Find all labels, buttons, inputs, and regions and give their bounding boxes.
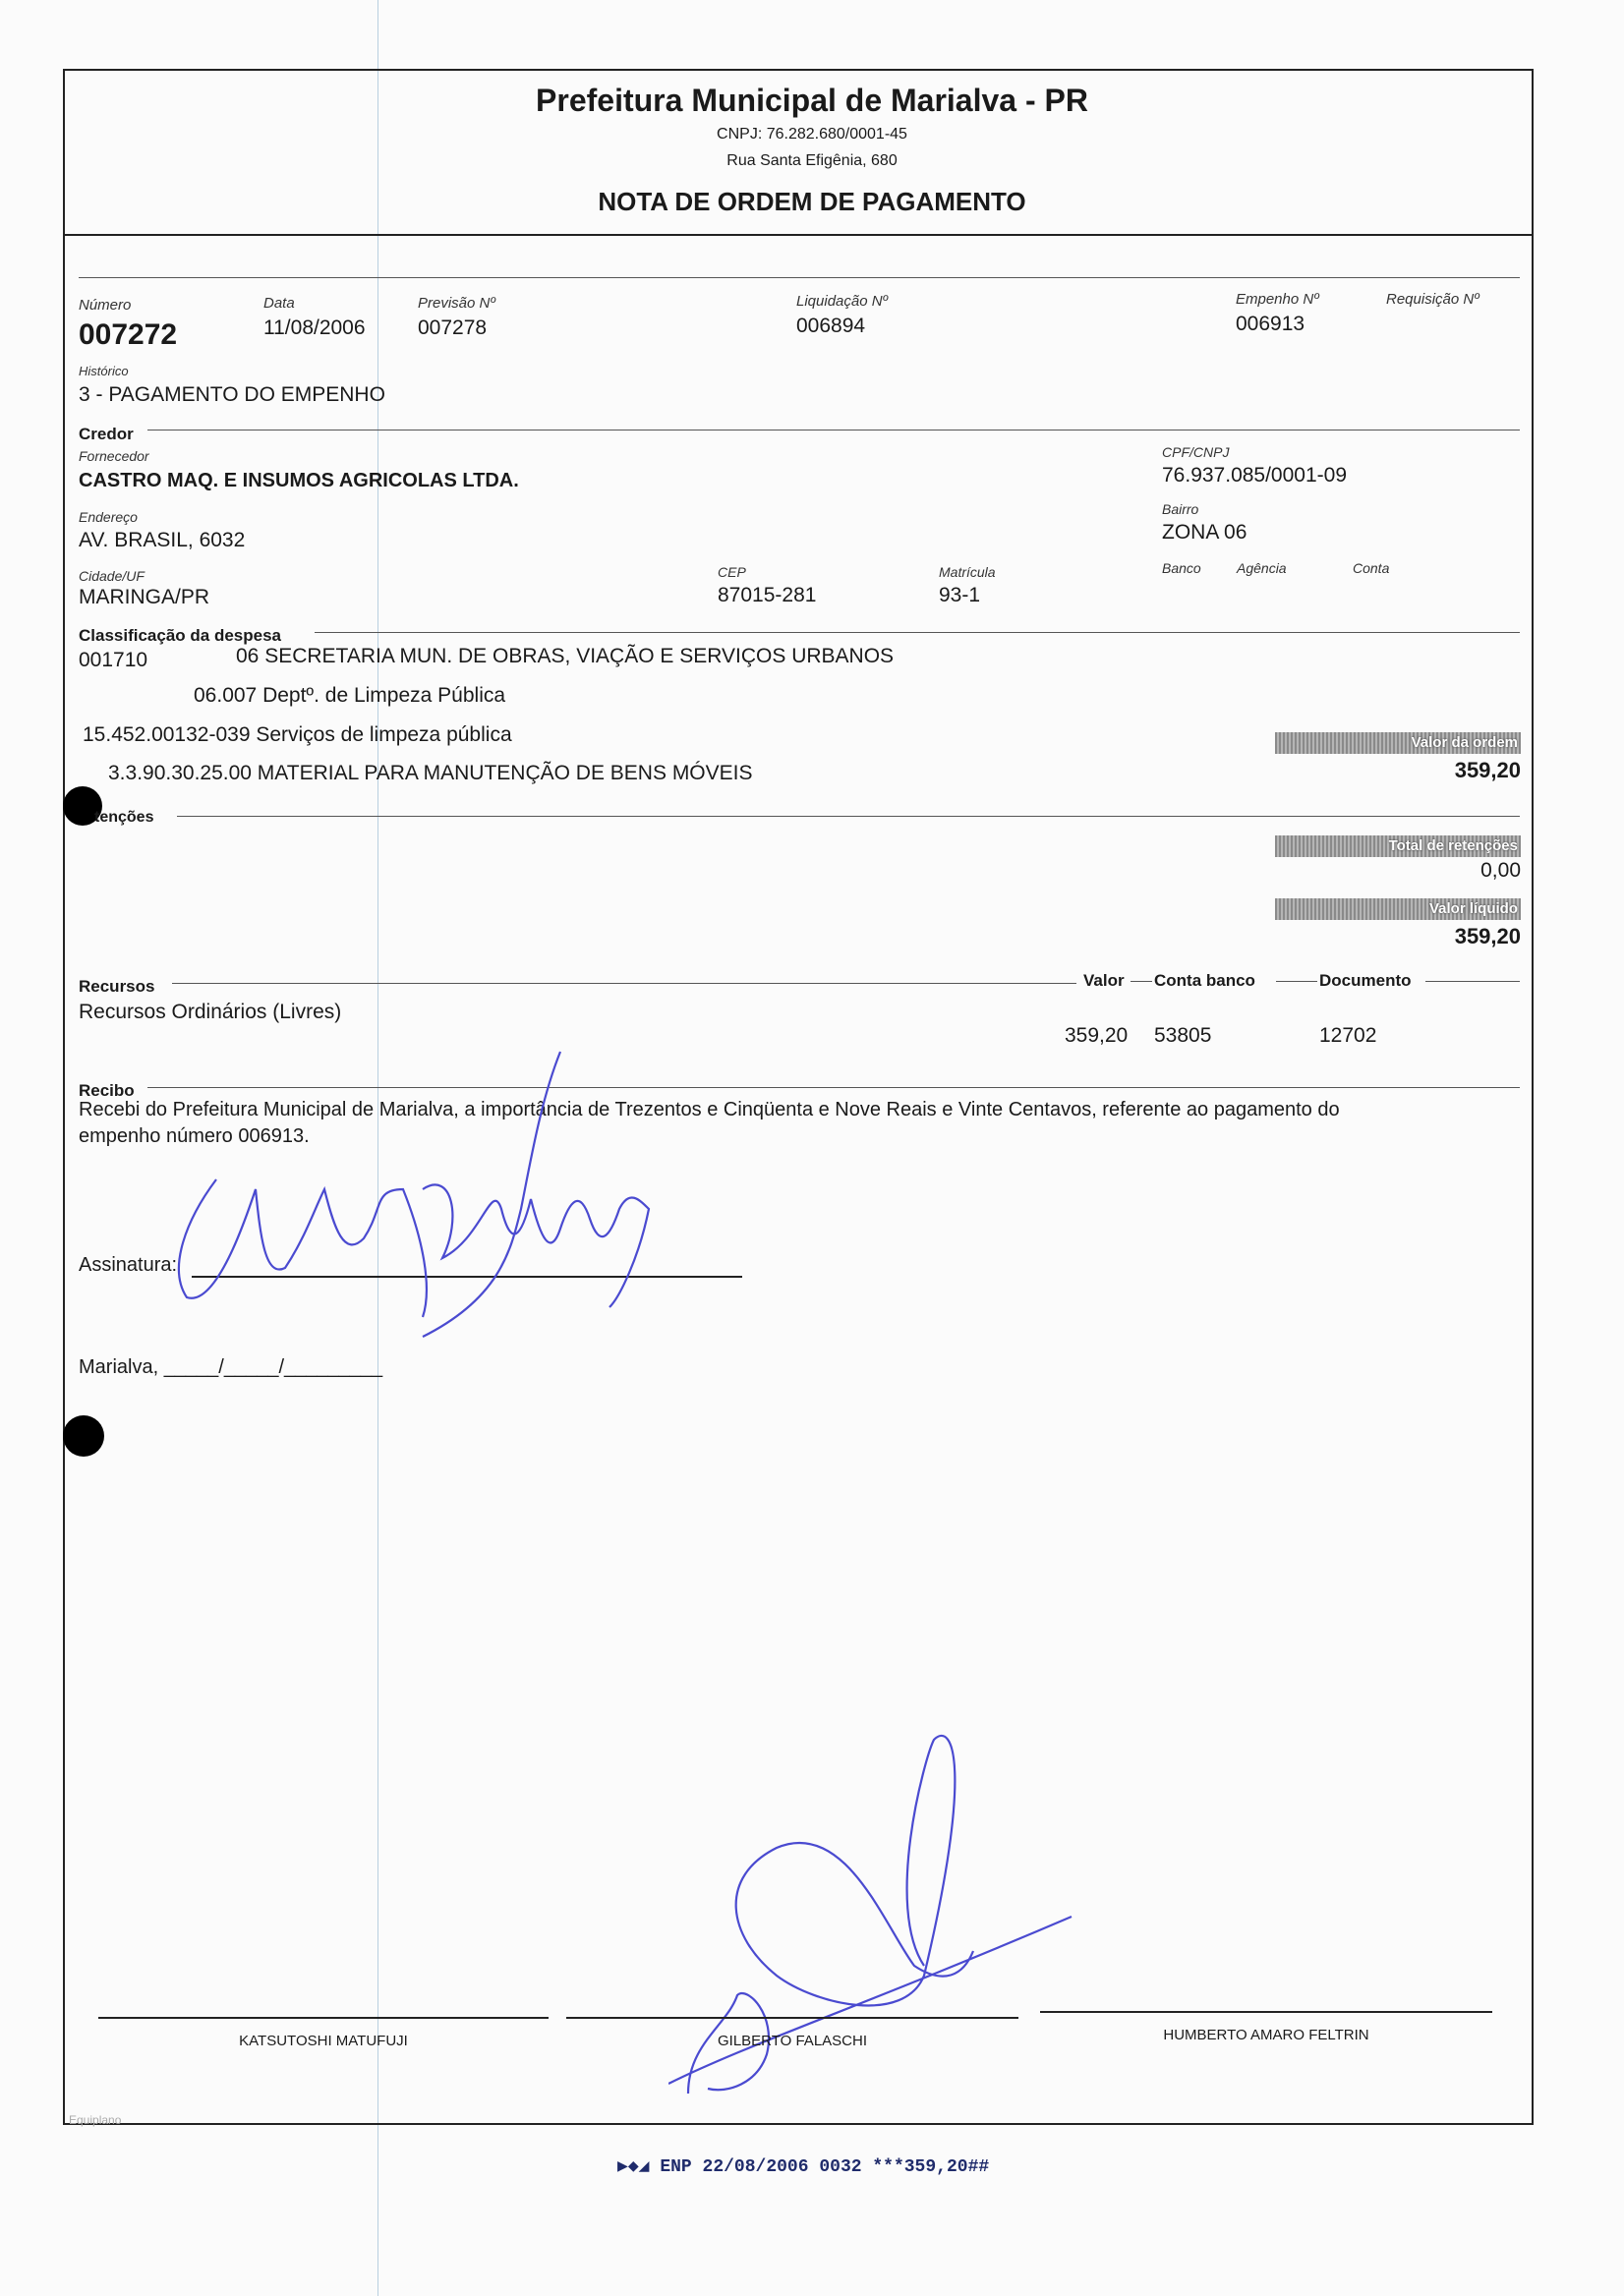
signatory-1: KATSUTOSHI MATUFUJI xyxy=(239,2033,408,2049)
punch-hole xyxy=(63,1415,104,1457)
classificacao-section: Classificação da despesa xyxy=(79,626,282,645)
signature-line-2 xyxy=(566,2017,1018,2019)
valor-liquido-bar xyxy=(1275,898,1521,920)
recursos-div4 xyxy=(1425,981,1520,982)
signature-line-3 xyxy=(1040,2011,1492,2013)
data-value: 11/08/2006 xyxy=(263,316,366,339)
recibo-section: Recibo xyxy=(79,1081,135,1100)
recibo-line1: Recebi do Prefeitura Municipal de Marialva, a importância de Trezentos e Cinqüenta e Nove Reais e Vinte Centavos, referente ao pagamento do xyxy=(79,1099,1340,1120)
banco-label: Banco xyxy=(1162,560,1201,576)
footer-brand: Equiplano xyxy=(69,2113,122,2127)
header-divider xyxy=(63,234,1534,236)
retencoes-section: tenções xyxy=(94,809,154,826)
classificacao-divider xyxy=(315,632,1520,633)
cpf-value: 76.937.085/0001-09 xyxy=(1162,464,1348,487)
matricula-value: 93-1 xyxy=(939,584,981,606)
bank-logo-icon: ▶◆◢ xyxy=(617,2157,661,2177)
total-retencoes-label: Total de retenções xyxy=(1388,837,1518,854)
historico-value: 3 - PAGAMENTO DO EMPENHO xyxy=(79,383,385,406)
bank-stamp xyxy=(617,2155,989,2177)
recursos-div3 xyxy=(1276,981,1317,982)
conta-label: Conta xyxy=(1353,560,1390,576)
endereco-value: AV. BRASIL, 6032 xyxy=(79,529,246,551)
fornecedor-value: CASTRO MAQ. E INSUMOS AGRICOLAS LTDA. xyxy=(79,470,519,491)
cidade-value: MARINGA/PR xyxy=(79,586,210,608)
org-name: Prefeitura Municipal de Marialva - PR xyxy=(536,83,1088,118)
valor-liquido-label: Valor líquido xyxy=(1428,900,1518,917)
recursos-doc: 12702 xyxy=(1319,1024,1377,1047)
org-address: Rua Santa Efigênia, 680 xyxy=(726,152,898,169)
recursos-valor: 359,20 xyxy=(1065,1024,1129,1047)
recursos-valor-label: Valor xyxy=(1083,971,1125,990)
ids-divider xyxy=(79,277,1520,278)
classificacao-code: 001710 xyxy=(79,649,148,671)
numero-label: Número xyxy=(79,297,132,314)
fornecedor-label: Fornecedor xyxy=(79,448,149,464)
empenho-value: 006913 xyxy=(1236,313,1305,335)
bank-stamp-text: ENP 22/08/2006 0032 ***359,20## xyxy=(660,2157,990,2177)
agencia-label: Agência xyxy=(1237,560,1287,576)
cep-label: CEP xyxy=(718,564,746,580)
classificacao-line1: 06 SECRETARIA MUN. DE OBRAS, VIAÇÃO E SERVIÇOS URBANOS xyxy=(236,645,895,667)
total-retencoes-bar xyxy=(1275,835,1521,857)
cidade-label: Cidade/UF xyxy=(79,568,145,584)
liquidacao-label: Liquidação Nº xyxy=(796,293,889,310)
numero-value: 007272 xyxy=(79,318,178,351)
bairro-label: Bairro xyxy=(1162,501,1199,517)
valor-ordem-bar xyxy=(1275,732,1521,754)
assinatura-label: Assinatura: xyxy=(79,1254,178,1276)
previsao-value: 007278 xyxy=(418,316,488,339)
recibo-signature xyxy=(128,1042,777,1356)
signatory-2: GILBERTO FALASCHI xyxy=(718,2033,867,2049)
cpf-label: CPF/CNPJ xyxy=(1162,444,1230,460)
credor-section: Credor xyxy=(79,425,134,443)
classificacao-line4: 3.3.90.30.25.00 MATERIAL PARA MANUTENÇÃO DE BENS MÓVEIS xyxy=(108,762,753,784)
classificacao-line3: 15.452.00132-039 Serviços de limpeza pública xyxy=(83,723,512,746)
bairro-value: ZONA 06 xyxy=(1162,521,1247,544)
recursos-conta-label: Conta banco xyxy=(1154,971,1255,990)
endereco-label: Endereço xyxy=(79,509,138,525)
page-title: NOTA DE ORDEM DE PAGAMENTO xyxy=(598,187,1026,216)
org-cnpj: CNPJ: 76.282.680/0001-45 xyxy=(717,126,907,143)
signatory-3: HUMBERTO AMARO FELTRIN xyxy=(1163,2027,1369,2043)
data-label: Data xyxy=(263,295,295,312)
recursos-divider xyxy=(172,983,1076,984)
empenho-label: Empenho Nº xyxy=(1236,291,1319,308)
liquidacao-value: 006894 xyxy=(796,315,866,337)
recursos-section: Recursos xyxy=(79,977,155,996)
signature-line-1 xyxy=(98,2017,549,2019)
local-data: Marialva, _____/_____/_________ xyxy=(79,1356,383,1378)
recursos-doc-label: Documento xyxy=(1319,971,1412,990)
matricula-label: Matrícula xyxy=(939,564,996,580)
historico-label: Histórico xyxy=(79,364,129,378)
recursos-desc: Recursos Ordinários (Livres) xyxy=(79,1001,342,1023)
recursos-div2 xyxy=(1131,981,1152,982)
recibo-line2: empenho número 006913. xyxy=(79,1125,310,1147)
cep-value: 87015-281 xyxy=(718,584,817,606)
previsao-label: Previsão Nº xyxy=(418,295,495,312)
retencoes-divider xyxy=(177,816,1520,817)
valor-ordem-value: 359,20 xyxy=(1454,758,1521,782)
classificacao-line2: 06.007 Deptº. de Limpeza Pública xyxy=(194,684,506,707)
valor-ordem-label: Valor da ordem xyxy=(1411,734,1518,751)
recursos-conta: 53805 xyxy=(1154,1024,1212,1047)
requisicao-label: Requisição Nº xyxy=(1386,291,1479,308)
valor-liquido-value: 359,20 xyxy=(1454,924,1521,948)
total-retencoes-value: 0,00 xyxy=(1480,859,1521,882)
